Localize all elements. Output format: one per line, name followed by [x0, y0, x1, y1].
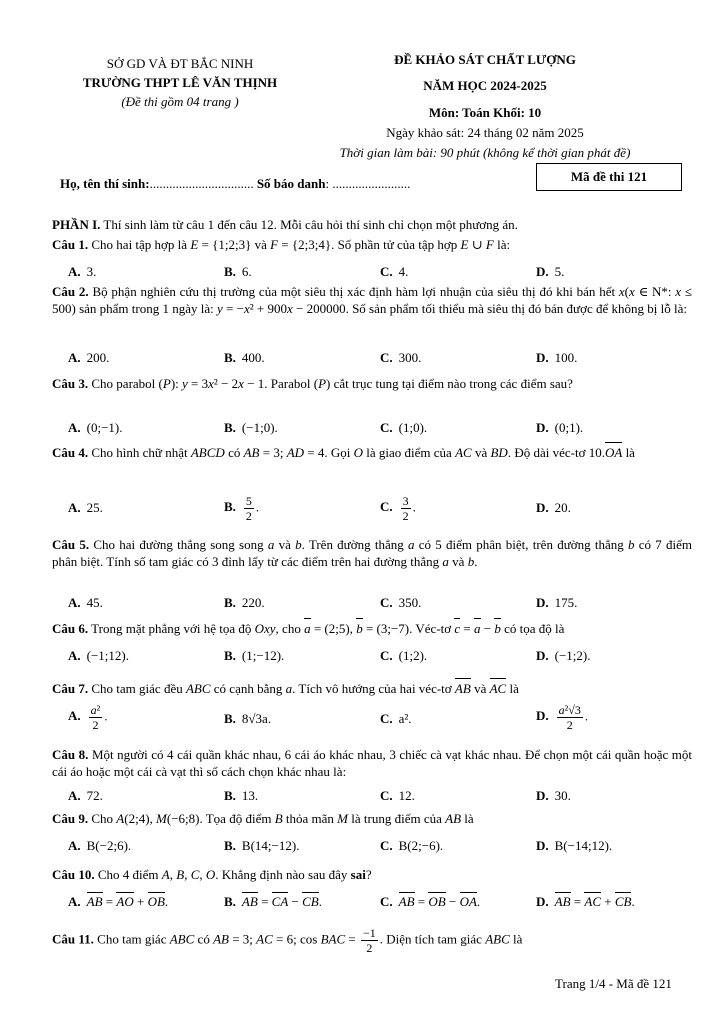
option-b[interactable]: B. 6. [224, 264, 252, 279]
exam-title: ĐỀ KHẢO SÁT CHẤT LƯỢNG [394, 52, 576, 67]
option-d[interactable]: D. 30. [536, 788, 571, 803]
option-c[interactable]: C. 350. [380, 595, 422, 610]
question-7: Câu 7. Cho tam giác đều ABC có cạnh bằng a. Tích vô hướng của hai véc-tơ AB và AC là [52, 681, 519, 696]
option-d[interactable]: D. (−1;2). [536, 648, 591, 663]
option-a[interactable]: A. (−1;12). [68, 648, 129, 663]
subject-line: Môn: Toán Khối: 10 [428, 105, 542, 120]
exam-code-box: Mã đề thi 121 [536, 163, 682, 191]
option-c[interactable]: C. 300. [380, 350, 422, 365]
option-d[interactable]: D. (0;1). [536, 420, 584, 435]
option-c[interactable]: C. $\frac{3}{2}$ . [380, 494, 416, 523]
question-6-options [68, 648, 698, 668]
option-d[interactable]: D. AB = AC + CB. [536, 894, 635, 909]
question-10-options [68, 894, 698, 914]
option-d[interactable]: D. 5. [536, 264, 565, 279]
question-5: Câu 5. Cho hai đường thẳng song song a và b. Trên đường thẳng a có 5 điểm phân biệt, trên đường thẳng b có 7 điểm phân biệt. Tính số tam giác có 3 đỉnh lấy từ các điểm trên hai đường thẳng a và b. [52, 537, 693, 569]
question-1-options [68, 264, 698, 284]
option-c[interactable]: C. AB = OB − OA. [380, 894, 481, 909]
option-a[interactable]: A. 72. [68, 788, 103, 803]
question-4: Câu 4. Cho hình chữ nhật ABCD có AB = 3; AD = 4. Gọi O là giao điểm của AC và BD. Độ dài véc-tơ 10.OA là [52, 445, 635, 460]
option-b[interactable]: B. (−1;0). [224, 420, 278, 435]
question-4-options [68, 494, 698, 530]
question-3-options [68, 420, 698, 440]
option-b[interactable]: B. 400. [224, 350, 265, 365]
question-3: Câu 3. Cho parabol (P): y = 3x² − 2x − 1. Parabol (P) cắt trục tung tại điểm nào trong các điểm sau? [52, 376, 573, 391]
question-5-options [68, 595, 698, 615]
student-number-blank: : ........................ [325, 176, 411, 191]
exam-duration: Thời gian làm bài: 90 phút (không kể thời gian phát đề) [339, 145, 631, 160]
option-b[interactable]: B. 13. [224, 788, 259, 803]
question-label: Câu 10. [52, 867, 95, 882]
part1-title: PHẦN I. [52, 217, 101, 232]
question-10: Câu 10. Cho 4 điểm A, B, C, O. Khẳng định nào sau đây sai? [52, 867, 372, 882]
question-11: Câu 11. Cho tam giác ABC có AB = 3; AC = 6; cos BAC = $\frac{-1}{2}$ . Diện tích tam giác ABC là [52, 926, 523, 955]
option-c[interactable]: C. 12. [380, 788, 415, 803]
question-label: Câu 11. [52, 931, 94, 947]
option-b[interactable]: B. B(14;−12). [224, 838, 300, 853]
option-c[interactable]: C. 4. [380, 264, 409, 279]
question-label: Câu 2. [52, 284, 89, 299]
question-label: Câu 7. [52, 681, 89, 696]
part1-instruction [52, 216, 692, 233]
option-d[interactable]: D. $\frac{\text{a²√3}}{2}$ . [536, 703, 589, 732]
option-c[interactable]: C. (1;0). [380, 420, 428, 435]
option-a[interactable]: A. $\frac{\text{a²}}{2}$ . [68, 703, 108, 732]
question-1: Câu 1. Cho hai tập hợp là E = {1;2;3} và F = {2;3;4}. Số phần tử của tập hợp E ∪ F là: [52, 237, 511, 252]
option-a[interactable]: A. 3. [68, 264, 97, 279]
option-a[interactable]: A. B(−2;6). [68, 838, 132, 853]
question-2-options [68, 350, 698, 370]
option-a[interactable]: A. 45. [68, 595, 103, 610]
question-6: Câu 6. Trong mặt phẳng với hệ tọa độ Oxy, cho a = (2;5), b = (3;−7). Véc-tơ c = a − b có tọa độ là [52, 621, 565, 636]
question-2: Câu 2. Bộ phận nghiên cứu thị trường của một siêu thị xác định hàm lợi nhuận của siêu thị đó khi bán hết x(x ∈ N*: x ≤ 500) sản phẩm trong 1 ngày là: y = −x² + 900x − 200000. Số sản phẩm tối thiểu mà siêu thị đó bán được để không bị lỗ là: [52, 284, 693, 316]
question-8-options [68, 788, 698, 808]
student-number-label: Số báo danh [256, 176, 326, 191]
student-name-label: Họ, tên thí sinh: [60, 176, 150, 191]
school-name: TRƯỜNG THPT LÊ VĂN THỊNH [82, 75, 278, 90]
option-b[interactable]: B. (1;−12). [224, 648, 285, 663]
option-a[interactable]: A. 25. [68, 500, 103, 515]
exam-date: Ngày khảo sát: 24 tháng 02 năm 2025 [386, 125, 584, 140]
student-info-line [60, 176, 410, 192]
school-year: NĂM HỌC 2024-2025 [423, 78, 547, 93]
department-name: SỞ GD VÀ ĐT BẮC NINH [106, 56, 254, 71]
question-label: Câu 5. [52, 537, 90, 552]
option-b[interactable]: B. 220. [224, 595, 265, 610]
option-a[interactable]: A. 200. [68, 350, 110, 365]
option-d[interactable]: D. 100. [536, 350, 578, 365]
option-d[interactable]: D. B(−14;12). [536, 838, 613, 853]
question-7-options [68, 703, 698, 741]
question-label: Câu 3. [52, 376, 89, 391]
option-c[interactable]: C. B(2;−6). [380, 838, 444, 853]
question-9: Câu 9. Cho A(2;4), M(−6;8). Tọa độ điểm B thỏa mãn M là trung điểm của AB là [52, 811, 474, 826]
option-d[interactable]: D. 175. [536, 595, 578, 610]
option-b[interactable]: B. $\frac{5}{2}$ . [224, 494, 260, 523]
option-d[interactable]: D. 20. [536, 500, 571, 515]
option-c[interactable]: C. (1;2). [380, 648, 428, 663]
question-label: Câu 4. [52, 445, 89, 460]
question-label: Câu 8. [52, 747, 89, 762]
question-label: Câu 1. [52, 237, 89, 252]
option-a[interactable]: A. (0;−1). [68, 420, 123, 435]
option-a[interactable]: A. AB = AO + OB. [68, 894, 169, 909]
option-b[interactable]: B. 8√3a. [224, 711, 272, 726]
question-8: Câu 8. Một người có 4 cái quần khác nhau, 6 cái áo khác nhau, 3 chiếc cà vạt khác nhau. Để chọn một cái quần hoặc một cái áo hoặc một cái cà vạt thì số cách chọn khác nhau là: [52, 747, 692, 779]
option-c[interactable]: C. a². [380, 711, 412, 726]
page-count-note: (Đề thi gồm 04 trang ) [121, 94, 239, 109]
question-label: Câu 6. [52, 621, 89, 636]
option-b[interactable]: B. AB = CA − CB. [224, 894, 322, 909]
student-name-blank: ................................ [149, 176, 254, 191]
question-label: Câu 9. [52, 811, 89, 826]
page-footer: Trang 1/4 - Mã đề 121 [555, 976, 672, 991]
question-9-options [68, 838, 698, 858]
part1-text: Thí sinh làm từ câu 1 đến câu 12. Mỗi câu hỏi thí sinh chỉ chọn một phương án. [103, 217, 518, 232]
